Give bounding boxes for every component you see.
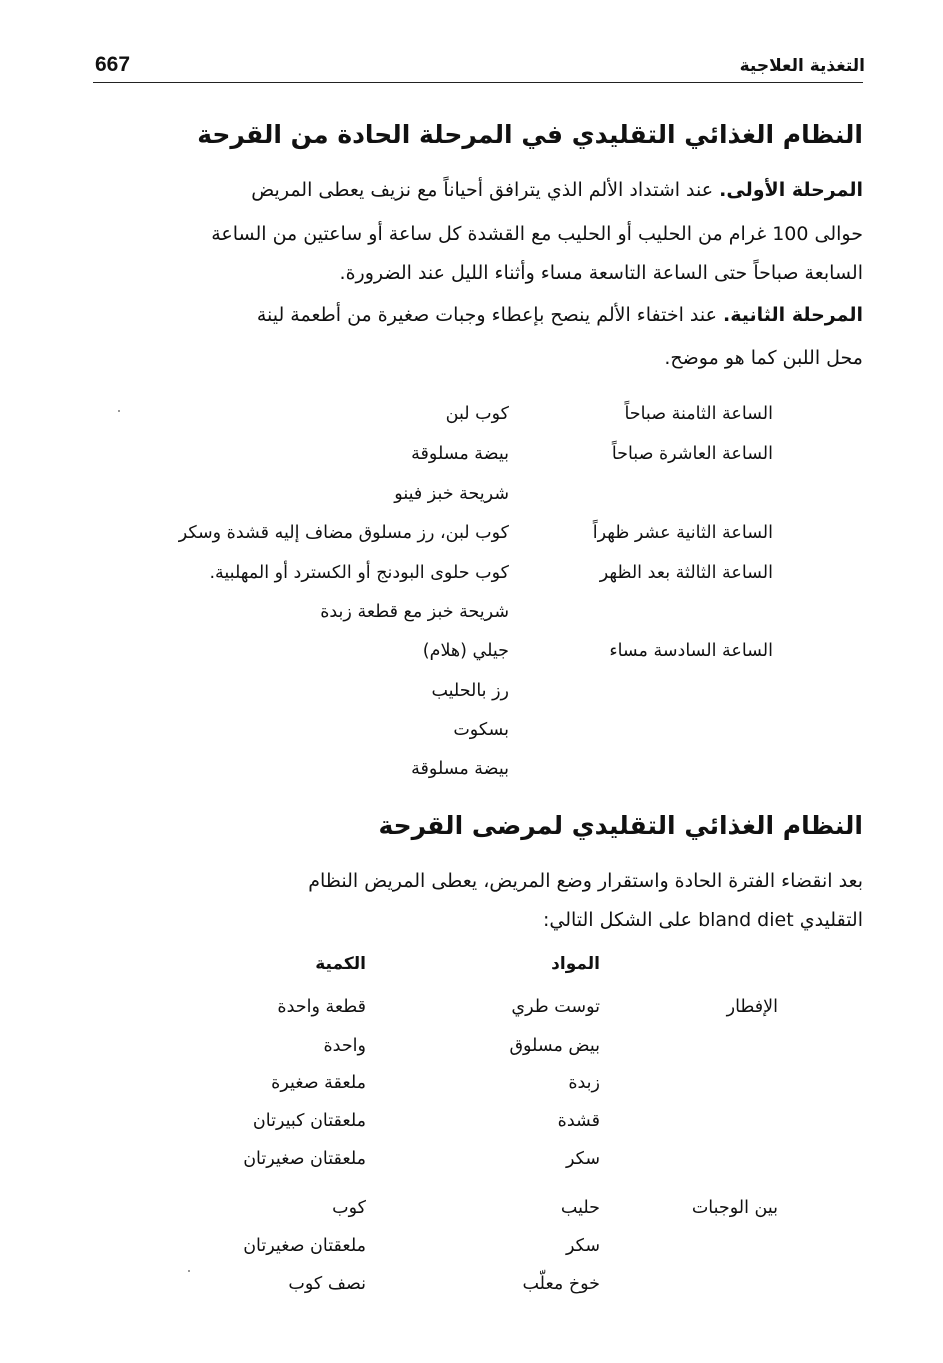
paragraph-text: عند اشتداد الألم الذي يترافق أحياناً مع نزيف يعطى المريض	[251, 179, 714, 201]
schedule-food: شريحة خبز مع قطعة زبدة	[320, 602, 509, 622]
paragraph-line	[251, 181, 863, 200]
quantity-cell: ملعقتان صغيرتان	[243, 1149, 366, 1169]
schedule-time: الساعة الثانية عشر ظهراً	[592, 523, 773, 543]
material-cell: قشدة	[557, 1111, 600, 1131]
schedule-time: الساعة السادسة مساء	[609, 641, 773, 661]
paragraph-line: حوالى 100 غرام من الحليب أو الحليب مع القشدة كل ساعة أو ساعتين من الساعة	[211, 223, 863, 245]
schedule-food: بيضة مسلوقة	[411, 444, 509, 464]
paragraph-line: السابعة صباحاً حتى الساعة التاسعة مساء وأثناء الليل عند الضرورة.	[339, 262, 863, 284]
paragraph-text: عند اختفاء الألم ينصح بإعطاء وجبات صغيرة من أطعمة لينة	[256, 304, 717, 326]
material-cell: خوخ معلّب	[522, 1274, 600, 1294]
stage-label: المرحلة الأولى.	[719, 179, 863, 201]
schedule-food: بيضة مسلوقة	[411, 759, 509, 779]
meal-name: بين الوجبات	[691, 1198, 778, 1218]
paragraph-line: بعد انقضاء الفترة الحادة واستقرار وضع المريض، يعطى المريض النظام	[308, 870, 863, 892]
material-cell: بيض مسلوق	[509, 1036, 600, 1056]
running-title: التغذية العلاجية	[739, 56, 865, 76]
column-header-materials: المواد	[551, 954, 600, 974]
scan-speck	[118, 410, 120, 412]
quantity-cell: ملعقتان صغيرتان	[243, 1236, 366, 1256]
scan-speck	[188, 1270, 190, 1272]
stage-label: المرحلة الثانية.	[723, 304, 863, 326]
header-rule	[93, 82, 863, 83]
schedule-food: شريحة خبز فينو	[394, 484, 509, 504]
material-cell: سكر	[566, 1149, 600, 1169]
quantity-cell: واحدة	[323, 1036, 366, 1056]
schedule-time: الساعة الثامنة صباحاً	[624, 404, 773, 424]
schedule-food: كوب لبن	[445, 404, 509, 424]
quantity-cell: ملعقة صغيرة	[271, 1073, 366, 1093]
quantity-cell: ملعقتان كبيرتان	[252, 1111, 366, 1131]
schedule-food: بسكوت	[453, 720, 509, 740]
material-cell: سكر	[566, 1236, 600, 1256]
quantity-cell: كوب	[332, 1198, 366, 1218]
quantity-cell: نصف كوب	[288, 1274, 366, 1294]
column-header-quantity: الكمية	[315, 954, 366, 974]
schedule-food: كوب لبن، رز مسلوق مضاف إليه قشدة وسكر	[178, 523, 509, 543]
section-title: النظام الغذائي التقليدي لمرضى القرحة	[378, 811, 863, 840]
paragraph-line: محل اللبن كما هو موضح.	[664, 347, 863, 369]
quantity-cell: قطعة واحدة	[277, 997, 366, 1017]
page-number: 667	[95, 53, 131, 76]
material-cell: زبدة	[568, 1073, 600, 1093]
meal-name: الإفطار	[726, 997, 778, 1017]
schedule-food: كوب حلوى البودنج أو الكسترد أو المهلبية.	[209, 563, 509, 583]
section-title: النظام الغذائي التقليدي في المرحلة الحادة من القرحة	[197, 120, 863, 149]
paragraph-line	[257, 306, 863, 325]
paragraph-line: التقليدي bland diet على الشكل التالي:	[542, 909, 863, 931]
schedule-food: جيلي (هلام)	[422, 641, 509, 661]
schedule-time: الساعة العاشرة صباحاً	[611, 444, 773, 464]
schedule-food: رز بالحليب	[431, 681, 509, 701]
material-cell: توست طري	[511, 997, 600, 1017]
material-cell: حليب	[560, 1198, 600, 1218]
schedule-time: الساعة الثالثة بعد الظهر	[599, 563, 773, 583]
